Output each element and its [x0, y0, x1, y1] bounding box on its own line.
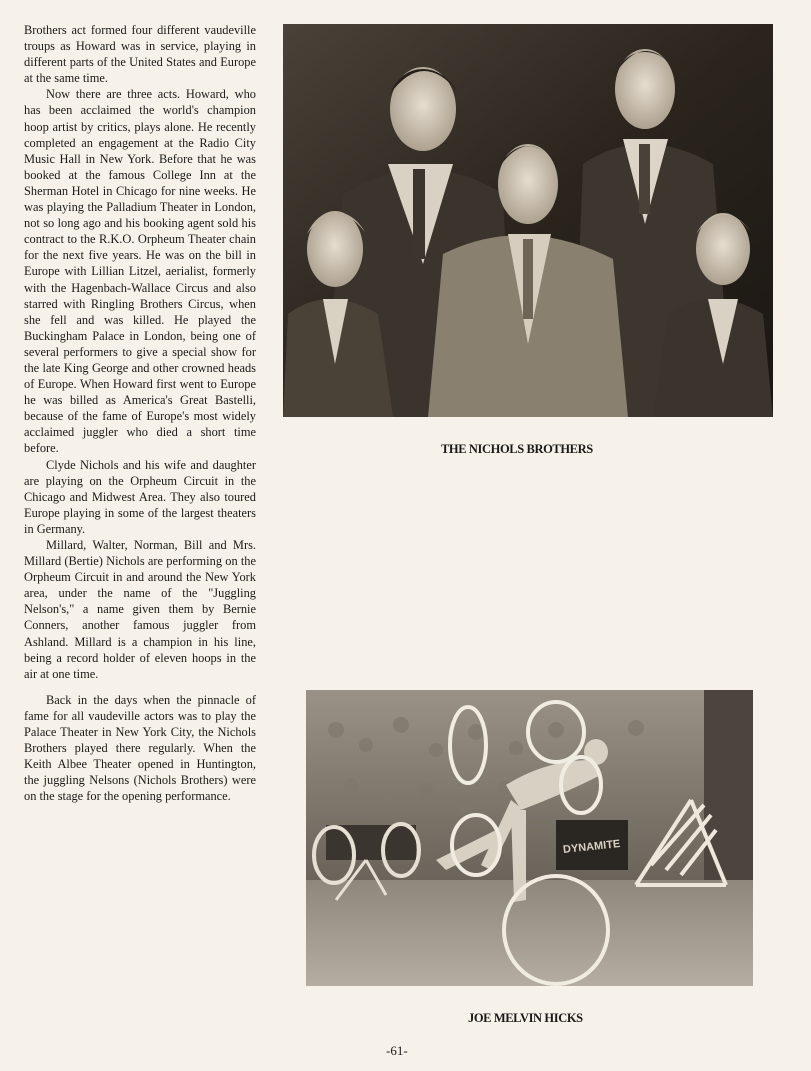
- crate-label: DYNAMITE: [562, 838, 621, 856]
- paragraph-5: Back in the days when the pinnacle of fame for all vaudeville actors was to play the Palace Theater in New York City, the Nichols Brothers played there regularly. When the Keith Albee Theater opened in Huntington, the juggling Nelsons (Nichols Brothers) were on the stage for the opening performance.: [24, 692, 256, 804]
- joe-melvin-hicks-caption: JOE MELVIN HICKS: [468, 1011, 583, 1025]
- nichols-brothers-photo-graphic: [283, 24, 773, 417]
- joe-melvin-hicks-photo: [306, 690, 753, 986]
- joe-melvin-hicks-photo-graphic: [306, 690, 753, 986]
- paragraph-3: Clyde Nichols and his wife and daughter are playing on the Orpheum Circuit in the Chicago and Midwest Area. They also toured Europe playing in some of the largest theaters in Germany.: [24, 457, 256, 536]
- paragraph-1: Brothers act formed four different vaudeville troups as Howard was in service, playing in different parts of the United States and Europe at the same time.: [24, 23, 256, 86]
- page-number: -61-: [386, 1043, 408, 1058]
- article-column: [24, 22, 256, 805]
- nichols-brothers-caption: THE NICHOLS BROTHERS: [441, 442, 593, 456]
- paragraph-4: Millard, Walter, Norman, Bill and Mrs. Millard (Bertie) Nichols are performing on the Orpheum Circuit in and around the New York area, under the name of the "Juggling Nelson's," a name given them by Bernie Conners, another famous juggler from Ashland. Millard is a champion in his line, being a record holder of eleven hoops in the air at one time.: [24, 538, 256, 681]
- paragraph-2: Now there are three acts. Howard, who has been acclaimed the world's champion hoop artist by critics, plays alone. He recently completed an engagement at the Radio City Music Hall in New York. Before that he was booked at the famous College Inn at the Sherman Hotel in Chicago for nine weeks. He was playing the Palladium Theater in London, not so long ago and his booking agent sold his contract to the R.K.O. Orpheum Theater chain for the next five years. He was on the bill in Europe with Lillian Litzel, aerialist, formerly with the Hagenbach-Wallace Circus and also starred with Ringling Brothers Circus, when she fell and was killed. He played the Buckingham Palace in London, being one of several performers to give a special show for the late King George and other crowned heads of Europe. When Howard first went to Europe he was billed as America's Great Bastelli, because of the fame of Europe's most widely acclaimed juggler who died a short time before.: [24, 87, 256, 456]
- nichols-brothers-photo: [283, 24, 773, 417]
